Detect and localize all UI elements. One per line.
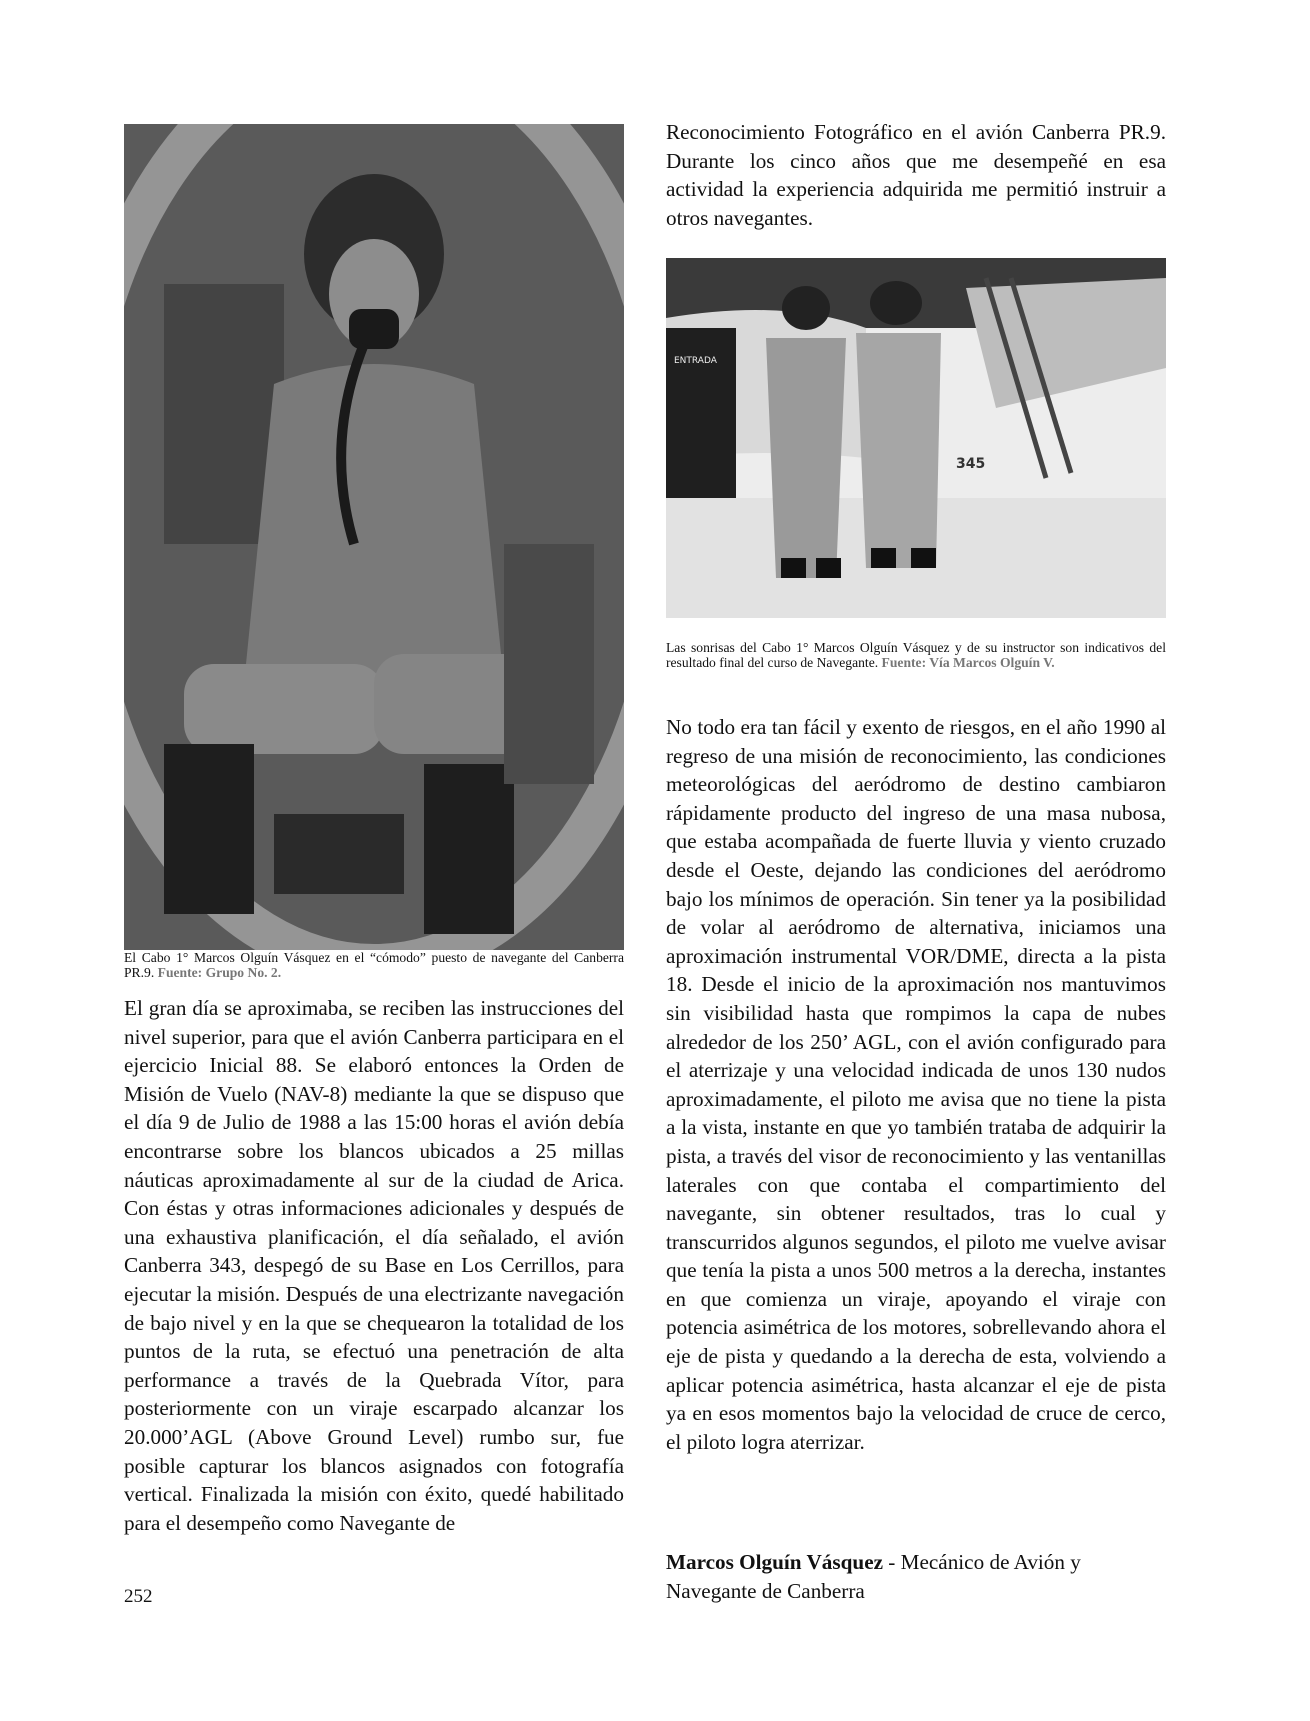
- author-credit: [666, 1548, 1166, 1606]
- body-column-right-main: [666, 713, 1166, 1456]
- body-column-right-top: [666, 118, 1166, 232]
- aircraft-number-label: 345: [956, 456, 986, 472]
- paragraph: No todo era tan fácil y exento de riesgos, en el año 1990 al regreso de una misión de reconocimiento, las condiciones meteorológicas del aeródromo de destino cambiaron rápidamente producto del ingreso de una masa nubosa, que estaba acompañada de fuerte lluvia y viento cruzado desde el Oeste, dejando las condiciones del aeródromo bajo los mínimos de operación. Sin tener ya la posibilidad de volar al aeródromo de alternativa, iniciamos una aproximación instrumental VOR/DME, directa a la pista 18. Desde el inicio de la aproximación nos mantuvimos sin visibilidad hasta que rompimos la capa de nubes alrededor de los 250’ AGL, con el avión configurado para el aterrizaje y una velocidad indicada de unos 130 nudos aproximadamente, el piloto me avisa que no tiene la pista a la vista, instante en que yo también trataba de adquirir la pista, a través del visor de reconocimiento y las ventanillas laterales con que contaba el compartimiento del navegante, sin obtener resultados, tras lo cual y transcurridos algunos segundos, el piloto me vuelve avisar que tenía la pista a unos 500 metros a la derecha, instantes en que comienza un viraje, apoyando el viraje con potencia asimétrica de los motores, sobrellevando ahora el eje de pista y quedando a la derecha de esta, volviendo a aplicar potencia asimétrica, hasta alcanzar el eje de pista ya en esos momentos bajo la velocidad de cruce de cerco, el piloto logra aterrizar.: [666, 715, 1166, 1454]
- aircraft-photo-illustration: [666, 258, 1166, 618]
- author-role: - Mecánico de Avión y Navegante de Canberra: [666, 1550, 1081, 1603]
- crew-beside-aircraft-photo: [666, 258, 1166, 618]
- caption-source: Fuente: Grupo No. 2.: [157, 965, 282, 980]
- caption-text: Las sonrisas del Cabo 1° Marcos Olguín Vásquez y de su instructor son indicativos del resultado final del curso de Navegante.: [666, 640, 1166, 670]
- caption-source: Fuente: Vía Marcos Olguín V.: [881, 655, 1055, 670]
- body-column-left: [124, 994, 624, 1537]
- paragraph: Reconocimiento Fotográfico en el avión Canberra PR.9. Durante los cinco años que me desempeñé en esa actividad la experiencia adquirida me permitió instruir a otros navegantes.: [666, 120, 1166, 230]
- navigator-cockpit-photo: [124, 124, 624, 950]
- caption-text: El Cabo 1° Marcos Olguín Vásquez en el “cómodo” puesto de navegante del Canberra PR.9.: [124, 950, 624, 980]
- cockpit-photo-illustration: [124, 124, 624, 950]
- figure-caption-1: [124, 950, 624, 980]
- page-number: 252: [124, 1586, 153, 1607]
- author-name: Marcos Olguín Vásquez: [666, 1550, 883, 1574]
- paragraph: El gran día se aproximaba, se reciben las instrucciones del nivel superior, para que el avión Canberra participara en el ejercicio Inicial 88. Se elaboró entonces la Orden de Misión de Vuelo (NAV-8) mediante la que se dispuso que el día 9 de Julio de 1988 a las 15:00 horas el avión debía encontrarse sobre los blancos ubicados a 25 millas náuticas aproximadamente al sur de la ciudad de Arica. Con éstas y otras informaciones adicionales y después de una exhaustiva planificación, el día señalado, el avión Canberra 343, despegó de su Base en Los Cerrillos, para ejecutar la misión. Después de una electrizante navegación de bajo nivel y en la que se chequearon la totalidad de los puntos de la ruta, se efectuó una penetración de alta performance a través de la Quebrada Vítor, para posteriormente con un viraje escarpado alcanzar los 20.000’AGL (Above Ground Level) rumbo sur, fue posible capturar los blancos asignados con fotografía vertical. Finalizada la misión con éxito, quedé habilitado para el desempeño como Navegante de: [124, 996, 624, 1535]
- figure-caption-2: [666, 640, 1166, 670]
- entrance-door-label: ENTRADA: [674, 356, 717, 366]
